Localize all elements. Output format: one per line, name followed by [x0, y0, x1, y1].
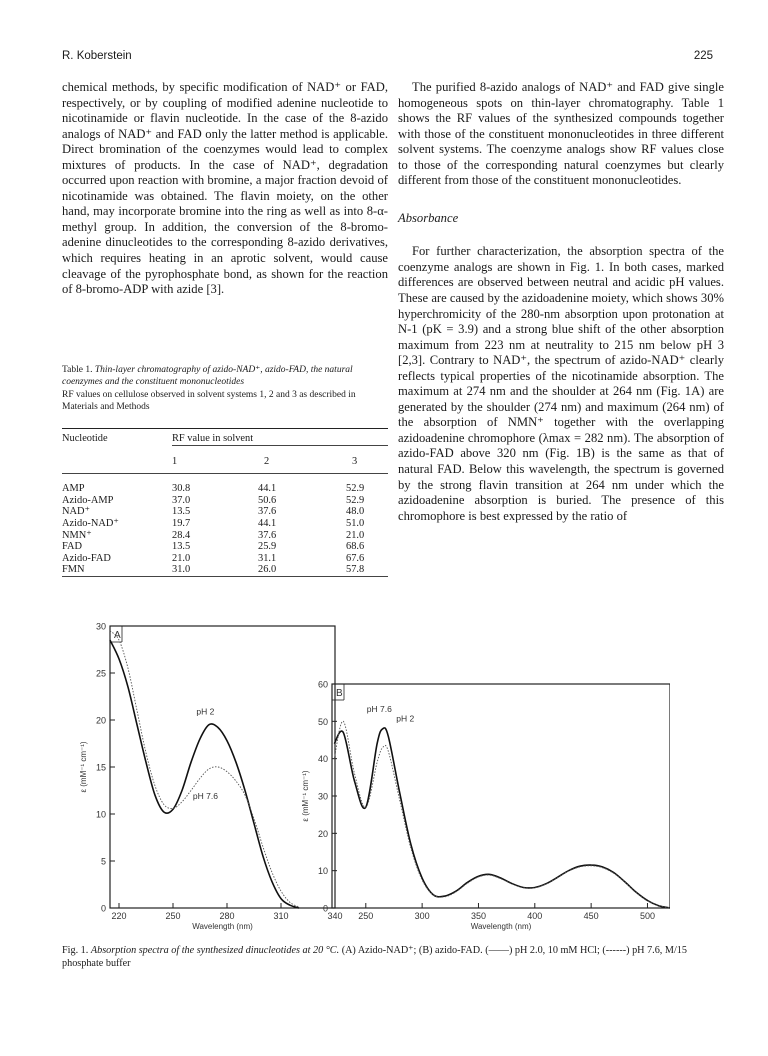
row-name: FAD: [62, 541, 83, 553]
annotation-label: pH 7.6: [192, 790, 218, 801]
panel-label: A: [114, 630, 121, 641]
table-caption: [62, 364, 388, 414]
y-tick-label: 25: [95, 668, 106, 679]
row-name: NAD⁺: [62, 506, 90, 518]
solvent-header: 3: [352, 455, 358, 467]
series-line: [110, 631, 299, 907]
y-tick-label: 10: [317, 866, 328, 877]
x-tick-label: 280: [219, 911, 235, 921]
rf-solvent-2: 25.9: [258, 541, 277, 553]
table-label: Table 1.: [62, 365, 93, 375]
row-name: NMN⁺: [62, 529, 92, 541]
x-tick-label: 340: [327, 911, 343, 921]
series-line: [334, 721, 670, 908]
row-name: AMP: [62, 483, 85, 495]
y-tick-label: 5: [100, 856, 106, 867]
figure-label: Fig. 1.: [62, 945, 89, 956]
y-tick-label: 0: [100, 903, 106, 914]
rf-solvent-2: 44.1: [258, 517, 277, 529]
rf-solvent-3: 57.8: [346, 564, 365, 576]
rf-solvent-2: 26.0: [258, 564, 277, 576]
series-line: [110, 640, 299, 908]
rf-solvent-2: 50.6: [258, 494, 277, 506]
panel-b-chart: [301, 680, 670, 932]
x-tick-label: 310: [273, 911, 289, 921]
solvent-header: 1: [172, 455, 178, 467]
y-tick-label: 10: [95, 809, 106, 820]
figure-caption-rest: (A) Azido-NAD⁺; (B) azido-FAD. (——) pH 2.0, 10 mM HCl; (------) pH 7.6, M/15 phosphate buffer: [62, 945, 687, 969]
table-row: [62, 564, 388, 576]
table-row: [62, 553, 388, 565]
rf-solvent-3: 67.6: [346, 552, 365, 564]
table-note: RF values on cellulose observed in solvent systems 1, 2 and 3 as described in Materials and Methods: [62, 389, 356, 413]
rf-solvent-3: 48.0: [346, 506, 365, 518]
rf-solvent-3: 52.9: [346, 494, 365, 506]
x-tick-label: 400: [527, 911, 543, 921]
rf-solvent-1: 37.0: [172, 494, 191, 506]
rf-solvent-2: 37.6: [258, 506, 277, 518]
rf-solvent-1: 13.5: [172, 541, 191, 553]
rf-solvent-3: 52.9: [346, 483, 365, 495]
x-tick-label: 250: [165, 911, 181, 921]
column-header-nucleotide: Nucleotide: [62, 433, 108, 444]
table-row: [62, 541, 388, 553]
y-tick-label: 30: [317, 791, 328, 802]
x-tick-label: 350: [470, 911, 486, 921]
table-row: [62, 530, 388, 542]
y-tick-label: 60: [317, 679, 328, 690]
y-tick-label: 30: [95, 621, 106, 632]
plot-frame: [110, 626, 335, 908]
panel-label: B: [336, 688, 343, 699]
y-axis-label: ε (mM⁻¹ cm⁻¹): [301, 770, 310, 822]
rf-solvent-2: 31.1: [258, 552, 277, 564]
x-axis-label: Wavelength (nm): [192, 922, 253, 931]
y-tick-label: 0: [322, 903, 328, 914]
x-tick-label: 220: [111, 911, 127, 921]
column-header-group: RF value in solvent: [172, 433, 254, 444]
rf-solvent-1: 13.5: [172, 506, 191, 518]
solvent-header: 2: [264, 455, 270, 467]
rf-solvent-1: 21.0: [172, 552, 191, 564]
x-tick-label: 250: [358, 911, 374, 921]
x-tick-label: 450: [583, 911, 599, 921]
table-title: Thin-layer chromatography of azido-NAD⁺, azido-FAD, the natural coenzymes and the constituent mononucleotides: [62, 365, 353, 388]
table-row: [62, 495, 388, 507]
page-number: 225: [693, 50, 713, 62]
series-line: [334, 728, 670, 908]
rf-solvent-2: 44.1: [258, 483, 277, 495]
left-column: [62, 80, 388, 298]
body-paragraph: chemical methods, by specific modification of NAD⁺ or FAD, respectively, or by coupling of modified adenine nucleotide to nicotinamide or flavin nucleotide. In the case of the 8-azido analogs of NAD⁺ and FAD only the latter method is applicable. Direct bromination of the coenzymes would lead to complex mixtures of products. In the case of NAD⁺, degradation occurred upon reaction with bromine, a major fraction devoid of nicotinamide was obtained. The flavin moiety, on the other hand, may incorporate bromine into the ring as well as into 8-α-methyl group. In addition, the conversion of the 8-bromo-adenine dinucleotides to the corresponding 8-azido derivatives, which requires heating in an aprotic solvent, would cause cleavage of the pyrophosphate bond, as shown for the reaction of 8-bromo-ADP with azide [3].: [62, 80, 388, 297]
figure-title: Absorption spectra of the synthesized dinucleotides at 20 °C.: [90, 945, 340, 956]
rf-solvent-1: 31.0: [172, 564, 191, 576]
figure-caption: [62, 944, 722, 970]
row-name: Azido-NAD⁺: [62, 517, 119, 529]
x-tick-label: 500: [639, 911, 655, 921]
row-name: Azido-FAD: [62, 552, 111, 564]
x-tick-label: 300: [414, 911, 430, 921]
row-name: FMN: [62, 564, 85, 576]
annotation-label: pH 2: [396, 713, 415, 724]
rf-solvent-1: 28.4: [172, 529, 191, 541]
x-axis-label: Wavelength (nm): [470, 922, 532, 931]
rf-solvent-3: 51.0: [346, 517, 365, 529]
section-heading: Absorbance: [398, 210, 459, 225]
body-paragraph: For further characterization, the absorption spectra of the coenzyme analogs are shown in Fig. 1. In both cases, marked differences are observed between neutral and acidic pH values. These are caused by the azidoadenine moiety, which shows 30% hyperchromicity of the 280-nm absorption upon protonation at N-1 (pK = 3.9) and a strong blue shift of the other absorption maximum from 223 nm at neutrality to 215 nm below pH 3 [2,3]. Contrary to NAD⁺, the spectrum of azido-NAD⁺ clearly reflects typical properties of the nicotinamide absorption. The maximum at 274 nm and the shoulder at 264 nm (Fig. 1A) are generated by the shoulder (274 nm) and maximum (264 nm) of the absorption of NMN⁺ together with the overlapping azidoadenine chromophore (λmax = 282 nm). The absorption of azido-FAD above 320 nm (Fig. 1B) is the same as that of natural FAD. Below this wavelength, the spectrum is governed by the strong flavin transition at 264 nm under which the azidoadenine absorption is buried. The presence of this chromophore is best expressed by the ratio of: [398, 244, 724, 523]
rf-solvent-3: 68.6: [346, 541, 365, 553]
row-name: Azido-AMP: [62, 494, 114, 506]
annotation-label: pH 7.6: [366, 704, 392, 714]
y-axis-label: ε (mM⁻¹ cm⁻¹): [79, 741, 88, 793]
rf-solvent-2: 37.6: [258, 529, 277, 541]
body-paragraph: The purified 8-azido analogs of NAD⁺ and FAD give single homogeneous spots on thin-layer chromatography. Table 1 shows the RF values of the synthesized compounds together with those of the constituent mononucleotides in three different solvent systems. The coenzyme analogs show RF values close to those of the corresponding natural coenzymes but clearly different from those of the constituent mononucleotides.: [398, 80, 724, 188]
rf-solvent-1: 30.8: [172, 483, 191, 495]
y-tick-label: 50: [317, 716, 328, 727]
rf-values-table: [62, 428, 388, 577]
y-tick-label: 15: [95, 762, 106, 773]
rf-solvent-1: 19.7: [172, 517, 191, 529]
y-tick-label: 20: [95, 715, 106, 726]
right-column: [398, 80, 724, 524]
figure-1: [70, 616, 670, 941]
rf-solvent-3: 21.0: [346, 529, 365, 541]
running-header-author: R. Koberstein: [62, 50, 132, 62]
table-row: [62, 483, 388, 495]
plot-frame: [332, 684, 670, 908]
annotation-label: pH 2: [196, 706, 215, 717]
table-row: [62, 506, 388, 518]
table-row: [62, 518, 388, 530]
y-tick-label: 40: [317, 754, 328, 765]
y-tick-label: 20: [317, 828, 328, 839]
